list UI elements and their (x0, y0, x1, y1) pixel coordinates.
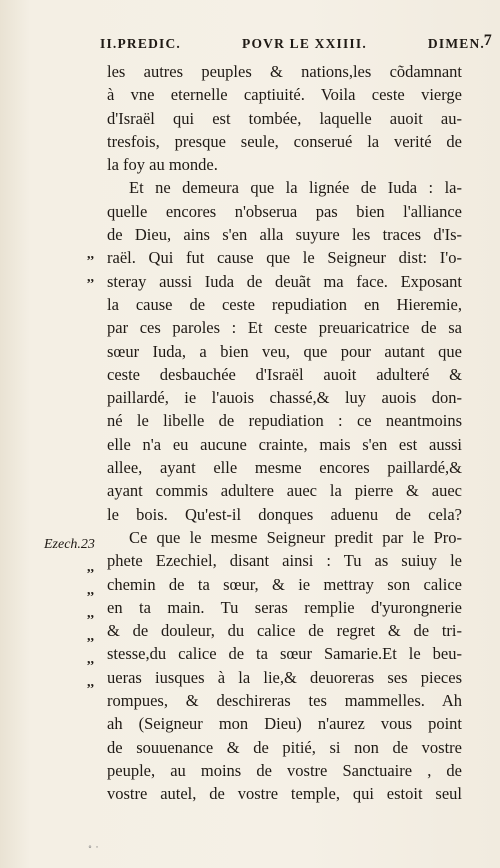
quote-mark: ,, (87, 652, 94, 667)
text-line: Ce que le mesme Seigneur predit par le Pro- (129, 527, 462, 547)
margin-note-ezechiel: Ezech.23 (44, 537, 95, 552)
text-line: de Dieu, ains s'en alla suyure les traces d'Is- (107, 225, 462, 245)
quote-mark: ,, (87, 675, 94, 690)
text-line: & de douleur, du calice de regret & de tri- (107, 621, 462, 641)
text-line: phete Ezechiel, disant ainsi : Tu as suiuy le (107, 551, 462, 571)
text-line: la cause de ceste repudiation en Hieremie, (107, 294, 462, 314)
running-header (100, 32, 493, 52)
text-block (107, 60, 462, 806)
ink-mark: ˚ ˙ (88, 843, 99, 857)
text-line: Et ne demeura que la lignée de Iuda : la- (129, 178, 462, 198)
text-line: en ta main. Tu seras remplie d'yurongnerie (107, 597, 462, 617)
text-line: sœur Iuda, a bien veu, que pour autant que (107, 341, 462, 361)
text-line: de souuenance & de pitié, si non de vostre (107, 737, 462, 757)
quote-mark: ,, (87, 270, 94, 285)
text-line: par ces paroles : Et ceste preuaricatrice de sa (107, 318, 462, 338)
quote-mark: ,, (87, 629, 94, 644)
text-line: ayant commis adultere auec la pierre & auec (107, 481, 462, 501)
text-line: chemin de ta sœur, & ie mettray son calice (107, 574, 462, 594)
text-line: ueras iusques à la lie,& deuoreras ses pieces (107, 667, 462, 687)
quote-mark: ,, (87, 560, 94, 575)
text-line: tresfois, presque seule, conserué la verité de (107, 131, 462, 151)
text-line: peuple, au moins de vostre Sanctuaire , de (107, 760, 462, 780)
text-line: la foy au monde. (107, 155, 218, 175)
text-line: à vne eternelle captiuité. Voila ceste vierge (107, 85, 462, 105)
text-line: vostre autel, de vostre temple, qui estoit seul (107, 784, 462, 804)
text-line: les autres peuples & nations,les cõdamnant (107, 62, 462, 81)
text-line: allee, ayant elle mesme encores paillardé,& (107, 458, 462, 478)
header-dimen: DIMEN. (427, 36, 485, 51)
text-line: raël. Qui fut cause que le Seigneur dist: I'o- (107, 248, 462, 268)
text-line: elle n'a eu aucune crainte, mais s'en est aussi (107, 434, 462, 454)
text-line: steray aussi Iuda de deuãt ma face. Exposant (107, 271, 462, 291)
header-sunday: POVR LE XXIIII. (242, 36, 367, 51)
quote-mark: ,, (87, 583, 94, 598)
text-line: paillardé, ie l'auois chassé,& luy auois don- (107, 388, 462, 408)
text-line: d'Israël qui est tombée, laquelle auoit au- (107, 108, 462, 128)
text-line: rompues, & deschireras tes mammelles. Ah (107, 691, 462, 711)
text-line: né le libelle de repudiation : ce neantmoins (107, 411, 462, 431)
text-line: ceste desbauchée d'Israël auoit adulteré & (107, 364, 462, 384)
text-line: ah (Seigneur mon Dieu) n'aurez vous point (107, 714, 462, 734)
quote-mark: ,, (87, 247, 94, 262)
page-mark: 7 (483, 32, 493, 49)
header-sermon: II.PREDIC. (100, 36, 182, 51)
text-line: le bois. Qu'est-il donques aduenu de cela? (107, 504, 462, 524)
quote-mark: ,, (87, 606, 94, 621)
text-line: quelle encores n'obserua pas bien l'alliance (107, 201, 462, 221)
text-line: stesse,du calice de ta sœur Samarie.Et le beu- (107, 644, 462, 664)
